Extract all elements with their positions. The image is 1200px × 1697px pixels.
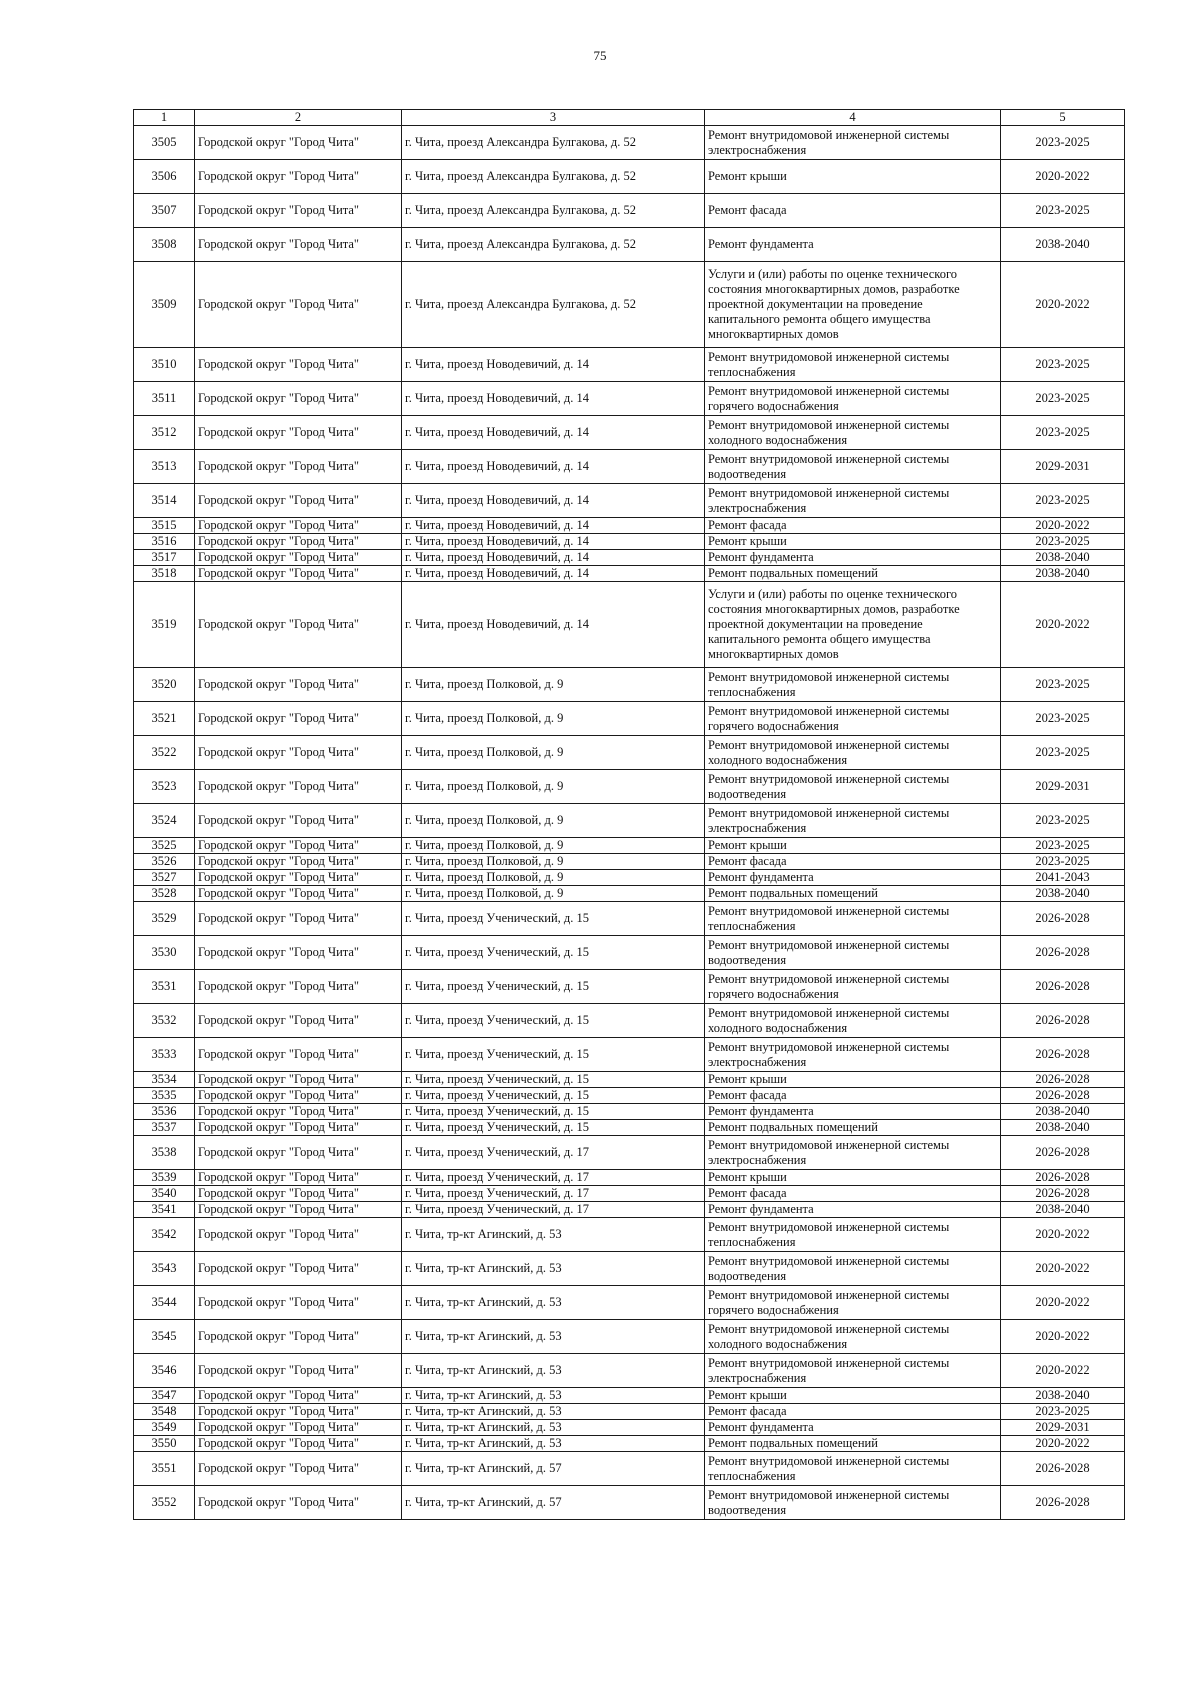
municipality-cell: Городской округ "Город Чита" bbox=[195, 1286, 402, 1320]
work-type-cell: Ремонт внутридомовой инженерной системы горячего водоснабжения bbox=[705, 702, 1001, 736]
table-row bbox=[134, 886, 1125, 902]
address-cell: г. Чита, проезд Новодевичий, д. 14 bbox=[402, 348, 705, 382]
municipality-cell: Городской округ "Город Чита" bbox=[195, 854, 402, 870]
address-cell: г. Чита, проезд Полковой, д. 9 bbox=[402, 804, 705, 838]
municipality-cell: Городской округ "Город Чита" bbox=[195, 382, 402, 416]
table-row bbox=[134, 804, 1125, 838]
page-number: 75 bbox=[593, 48, 607, 63]
row-number-cell: 3530 bbox=[134, 936, 195, 970]
address-cell: г. Чита, проезд Ученический, д. 17 bbox=[402, 1136, 705, 1170]
row-number-cell: 3513 bbox=[134, 450, 195, 484]
row-number-cell: 3539 bbox=[134, 1170, 195, 1186]
column-number-row bbox=[134, 110, 1125, 126]
period-cell: 2038-2040 bbox=[1001, 1120, 1125, 1136]
municipality-cell: Городской округ "Город Чита" bbox=[195, 582, 402, 668]
address-cell: г. Чита, проезд Полковой, д. 9 bbox=[402, 886, 705, 902]
period-cell: 2020-2022 bbox=[1001, 1354, 1125, 1388]
row-number-cell: 3528 bbox=[134, 886, 195, 902]
address-cell: г. Чита, проезд Ученический, д. 17 bbox=[402, 1202, 705, 1218]
address-cell: г. Чита, проезд Полковой, д. 9 bbox=[402, 770, 705, 804]
row-number-cell: 3508 bbox=[134, 228, 195, 262]
table-row bbox=[134, 1004, 1125, 1038]
period-cell: 2038-2040 bbox=[1001, 886, 1125, 902]
column-header-1: 1 bbox=[134, 110, 195, 126]
row-number-cell: 3549 bbox=[134, 1420, 195, 1436]
work-type-cell: Ремонт внутридомовой инженерной системы холодного водоснабжения bbox=[705, 416, 1001, 450]
work-type-cell: Ремонт подвальных помещений bbox=[705, 886, 1001, 902]
table-row bbox=[134, 416, 1125, 450]
period-cell: 2020-2022 bbox=[1001, 1286, 1125, 1320]
address-cell: г. Чита, проезд Александра Булгакова, д. 52 bbox=[402, 228, 705, 262]
period-cell: 2023-2025 bbox=[1001, 1404, 1125, 1420]
address-cell: г. Чита, проезд Ученический, д. 15 bbox=[402, 1104, 705, 1120]
row-number-cell: 3520 bbox=[134, 668, 195, 702]
municipality-cell: Городской округ "Город Чита" bbox=[195, 1186, 402, 1202]
address-cell: г. Чита, проезд Полковой, д. 9 bbox=[402, 854, 705, 870]
address-cell: г. Чита, проезд Новодевичий, д. 14 bbox=[402, 416, 705, 450]
row-number-cell: 3518 bbox=[134, 566, 195, 582]
municipality-cell: Городской округ "Город Чита" bbox=[195, 1104, 402, 1120]
work-type-cell: Ремонт фасада bbox=[705, 854, 1001, 870]
municipality-cell: Городской округ "Город Чита" bbox=[195, 886, 402, 902]
address-cell: г. Чита, проезд Новодевичий, д. 14 bbox=[402, 518, 705, 534]
table-row bbox=[134, 566, 1125, 582]
municipality-cell: Городской округ "Город Чита" bbox=[195, 534, 402, 550]
municipality-cell: Городской округ "Город Чита" bbox=[195, 160, 402, 194]
period-cell: 2038-2040 bbox=[1001, 1104, 1125, 1120]
address-cell: г. Чита, проезд Полковой, д. 9 bbox=[402, 870, 705, 886]
work-type-cell: Ремонт фасада bbox=[705, 1404, 1001, 1420]
row-number-cell: 3536 bbox=[134, 1104, 195, 1120]
table-row bbox=[134, 1186, 1125, 1202]
period-cell: 2023-2025 bbox=[1001, 382, 1125, 416]
table-row bbox=[134, 450, 1125, 484]
row-number-cell: 3516 bbox=[134, 534, 195, 550]
row-number-cell: 3529 bbox=[134, 902, 195, 936]
row-number-cell: 3524 bbox=[134, 804, 195, 838]
table-row bbox=[134, 518, 1125, 534]
work-type-cell: Ремонт внутридомовой инженерной системы водоотведения bbox=[705, 1486, 1001, 1520]
work-type-cell: Ремонт внутридомовой инженерной системы теплоснабжения bbox=[705, 902, 1001, 936]
row-number-cell: 3546 bbox=[134, 1354, 195, 1388]
address-cell: г. Чита, тр-кт Агинский, д. 53 bbox=[402, 1388, 705, 1404]
period-cell: 2023-2025 bbox=[1001, 416, 1125, 450]
address-cell: г. Чита, проезд Новодевичий, д. 14 bbox=[402, 382, 705, 416]
table-row bbox=[134, 1354, 1125, 1388]
table-row bbox=[134, 1436, 1125, 1452]
table-row bbox=[134, 1136, 1125, 1170]
row-number-cell: 3552 bbox=[134, 1486, 195, 1520]
row-number-cell: 3537 bbox=[134, 1120, 195, 1136]
municipality-cell: Городской округ "Город Чита" bbox=[195, 1170, 402, 1186]
period-cell: 2029-2031 bbox=[1001, 450, 1125, 484]
work-type-cell: Ремонт фасада bbox=[705, 1088, 1001, 1104]
work-type-cell: Ремонт крыши bbox=[705, 534, 1001, 550]
municipality-cell: Городской округ "Город Чита" bbox=[195, 348, 402, 382]
row-number-cell: 3533 bbox=[134, 1038, 195, 1072]
municipality-cell: Городской округ "Город Чита" bbox=[195, 804, 402, 838]
period-cell: 2020-2022 bbox=[1001, 1436, 1125, 1452]
municipality-cell: Городской округ "Город Чита" bbox=[195, 228, 402, 262]
work-type-cell: Ремонт подвальных помещений bbox=[705, 566, 1001, 582]
table-row bbox=[134, 1388, 1125, 1404]
municipality-cell: Городской округ "Город Чита" bbox=[195, 736, 402, 770]
row-number-cell: 3545 bbox=[134, 1320, 195, 1354]
period-cell: 2020-2022 bbox=[1001, 1320, 1125, 1354]
municipality-cell: Городской округ "Город Чита" bbox=[195, 668, 402, 702]
row-number-cell: 3543 bbox=[134, 1252, 195, 1286]
municipality-cell: Городской округ "Город Чита" bbox=[195, 1004, 402, 1038]
table-row bbox=[134, 228, 1125, 262]
work-type-cell: Ремонт внутридомовой инженерной системы теплоснабжения bbox=[705, 1218, 1001, 1252]
table-row bbox=[134, 126, 1125, 160]
period-cell: 2038-2040 bbox=[1001, 228, 1125, 262]
work-type-cell: Ремонт фундамента bbox=[705, 1104, 1001, 1120]
table-row bbox=[134, 1404, 1125, 1420]
row-number-cell: 3519 bbox=[134, 582, 195, 668]
period-cell: 2041-2043 bbox=[1001, 870, 1125, 886]
address-cell: г. Чита, проезд Новодевичий, д. 14 bbox=[402, 484, 705, 518]
municipality-cell: Городской округ "Город Чита" bbox=[195, 702, 402, 736]
work-type-cell: Ремонт подвальных помещений bbox=[705, 1436, 1001, 1452]
table-row bbox=[134, 1452, 1125, 1486]
municipality-cell: Городской округ "Город Чита" bbox=[195, 416, 402, 450]
row-number-cell: 3541 bbox=[134, 1202, 195, 1218]
work-type-cell: Ремонт внутридомовой инженерной системы электроснабжения bbox=[705, 804, 1001, 838]
table-row bbox=[134, 262, 1125, 348]
municipality-cell: Городской округ "Город Чита" bbox=[195, 484, 402, 518]
municipality-cell: Городской округ "Город Чита" bbox=[195, 262, 402, 348]
address-cell: г. Чита, тр-кт Агинский, д. 57 bbox=[402, 1452, 705, 1486]
address-cell: г. Чита, проезд Ученический, д. 15 bbox=[402, 1038, 705, 1072]
work-type-cell: Ремонт крыши bbox=[705, 1388, 1001, 1404]
municipality-cell: Городской округ "Город Чита" bbox=[195, 1388, 402, 1404]
work-type-cell: Ремонт внутридомовой инженерной системы теплоснабжения bbox=[705, 1452, 1001, 1486]
address-cell: г. Чита, проезд Александра Булгакова, д. 52 bbox=[402, 160, 705, 194]
work-type-cell: Ремонт внутридомовой инженерной системы холодного водоснабжения bbox=[705, 736, 1001, 770]
row-number-cell: 3534 bbox=[134, 1072, 195, 1088]
address-cell: г. Чита, проезд Ученический, д. 15 bbox=[402, 1120, 705, 1136]
work-type-cell: Ремонт крыши bbox=[705, 838, 1001, 854]
period-cell: 2020-2022 bbox=[1001, 262, 1125, 348]
table-row bbox=[134, 702, 1125, 736]
address-cell: г. Чита, проезд Ученический, д. 15 bbox=[402, 1088, 705, 1104]
row-number-cell: 3550 bbox=[134, 1436, 195, 1452]
table-row bbox=[134, 194, 1125, 228]
period-cell: 2023-2025 bbox=[1001, 668, 1125, 702]
period-cell: 2026-2028 bbox=[1001, 1038, 1125, 1072]
period-cell: 2023-2025 bbox=[1001, 194, 1125, 228]
address-cell: г. Чита, тр-кт Агинский, д. 53 bbox=[402, 1218, 705, 1252]
municipality-cell: Городской округ "Город Чита" bbox=[195, 1252, 402, 1286]
column-header-2: 2 bbox=[195, 110, 402, 126]
municipality-cell: Городской округ "Город Чита" bbox=[195, 1202, 402, 1218]
work-type-cell: Ремонт внутридомовой инженерной системы теплоснабжения bbox=[705, 348, 1001, 382]
row-number-cell: 3551 bbox=[134, 1452, 195, 1486]
municipality-cell: Городской округ "Город Чита" bbox=[195, 450, 402, 484]
period-cell: 2026-2028 bbox=[1001, 1186, 1125, 1202]
table-row bbox=[134, 1088, 1125, 1104]
period-cell: 2029-2031 bbox=[1001, 770, 1125, 804]
period-cell: 2026-2028 bbox=[1001, 1452, 1125, 1486]
municipality-cell: Городской округ "Город Чита" bbox=[195, 550, 402, 566]
municipality-cell: Городской округ "Город Чита" bbox=[195, 870, 402, 886]
period-cell: 2023-2025 bbox=[1001, 736, 1125, 770]
table-row bbox=[134, 582, 1125, 668]
table-row bbox=[134, 484, 1125, 518]
municipality-cell: Городской округ "Город Чита" bbox=[195, 1120, 402, 1136]
work-type-cell: Ремонт внутридомовой инженерной системы электроснабжения bbox=[705, 126, 1001, 160]
work-type-cell: Ремонт фундамента bbox=[705, 870, 1001, 886]
row-number-cell: 3522 bbox=[134, 736, 195, 770]
row-number-cell: 3547 bbox=[134, 1388, 195, 1404]
table-row bbox=[134, 936, 1125, 970]
municipality-cell: Городской округ "Город Чита" bbox=[195, 194, 402, 228]
table-row bbox=[134, 1170, 1125, 1186]
work-type-cell: Ремонт фасада bbox=[705, 518, 1001, 534]
table-row bbox=[134, 870, 1125, 886]
address-cell: г. Чита, проезд Полковой, д. 9 bbox=[402, 838, 705, 854]
period-cell: 2026-2028 bbox=[1001, 902, 1125, 936]
row-number-cell: 3521 bbox=[134, 702, 195, 736]
table-row bbox=[134, 348, 1125, 382]
address-cell: г. Чита, тр-кт Агинский, д. 53 bbox=[402, 1420, 705, 1436]
address-cell: г. Чита, проезд Новодевичий, д. 14 bbox=[402, 550, 705, 566]
work-type-cell: Ремонт внутридомовой инженерной системы холодного водоснабжения bbox=[705, 1004, 1001, 1038]
address-cell: г. Чита, проезд Новодевичий, д. 14 bbox=[402, 582, 705, 668]
period-cell: 2026-2028 bbox=[1001, 1072, 1125, 1088]
address-cell: г. Чита, проезд Александра Булгакова, д. 52 bbox=[402, 262, 705, 348]
row-number-cell: 3509 bbox=[134, 262, 195, 348]
work-type-cell: Ремонт подвальных помещений bbox=[705, 1120, 1001, 1136]
period-cell: 2023-2025 bbox=[1001, 804, 1125, 838]
row-number-cell: 3525 bbox=[134, 838, 195, 854]
work-type-cell: Ремонт внутридомовой инженерной системы горячего водоснабжения bbox=[705, 970, 1001, 1004]
table-row bbox=[134, 1104, 1125, 1120]
row-number-cell: 3514 bbox=[134, 484, 195, 518]
table-row bbox=[134, 1320, 1125, 1354]
period-cell: 2026-2028 bbox=[1001, 1170, 1125, 1186]
table-row bbox=[134, 854, 1125, 870]
address-cell: г. Чита, тр-кт Агинский, д. 57 bbox=[402, 1486, 705, 1520]
period-cell: 2038-2040 bbox=[1001, 566, 1125, 582]
table-row bbox=[134, 970, 1125, 1004]
work-type-cell: Ремонт внутридомовой инженерной системы электроснабжения bbox=[705, 1136, 1001, 1170]
table-row bbox=[134, 1252, 1125, 1286]
work-type-cell: Ремонт внутридомовой инженерной системы водоотведения bbox=[705, 770, 1001, 804]
table-row bbox=[134, 534, 1125, 550]
row-number-cell: 3505 bbox=[134, 126, 195, 160]
period-cell: 2026-2028 bbox=[1001, 1486, 1125, 1520]
table-row bbox=[134, 1038, 1125, 1072]
repair-schedule-table bbox=[133, 109, 1125, 1520]
table-body bbox=[134, 126, 1125, 1520]
table-row bbox=[134, 382, 1125, 416]
address-cell: г. Чита, проезд Новодевичий, д. 14 bbox=[402, 450, 705, 484]
table-row bbox=[134, 1486, 1125, 1520]
table-row bbox=[134, 770, 1125, 804]
address-cell: г. Чита, проезд Новодевичий, д. 14 bbox=[402, 566, 705, 582]
row-number-cell: 3506 bbox=[134, 160, 195, 194]
period-cell: 2020-2022 bbox=[1001, 1218, 1125, 1252]
work-type-cell: Ремонт внутридомовой инженерной системы электроснабжения bbox=[705, 1038, 1001, 1072]
period-cell: 2020-2022 bbox=[1001, 160, 1125, 194]
row-number-cell: 3512 bbox=[134, 416, 195, 450]
address-cell: г. Чита, тр-кт Агинский, д. 53 bbox=[402, 1252, 705, 1286]
period-cell: 2026-2028 bbox=[1001, 1088, 1125, 1104]
address-cell: г. Чита, проезд Александра Булгакова, д. 52 bbox=[402, 194, 705, 228]
address-cell: г. Чита, проезд Ученический, д. 15 bbox=[402, 1004, 705, 1038]
table-row bbox=[134, 902, 1125, 936]
address-cell: г. Чита, проезд Ученический, д. 15 bbox=[402, 902, 705, 936]
row-number-cell: 3523 bbox=[134, 770, 195, 804]
address-cell: г. Чита, тр-кт Агинский, д. 53 bbox=[402, 1354, 705, 1388]
row-number-cell: 3548 bbox=[134, 1404, 195, 1420]
period-cell: 2026-2028 bbox=[1001, 970, 1125, 1004]
work-type-cell: Ремонт внутридомовой инженерной системы холодного водоснабжения bbox=[705, 1320, 1001, 1354]
work-type-cell: Ремонт крыши bbox=[705, 160, 1001, 194]
column-header-3: 3 bbox=[402, 110, 705, 126]
work-type-cell: Ремонт внутридомовой инженерной системы теплоснабжения bbox=[705, 668, 1001, 702]
municipality-cell: Городской округ "Город Чита" bbox=[195, 936, 402, 970]
address-cell: г. Чита, проезд Ученический, д. 15 bbox=[402, 970, 705, 1004]
work-type-cell: Ремонт фундамента bbox=[705, 228, 1001, 262]
row-number-cell: 3540 bbox=[134, 1186, 195, 1202]
address-cell: г. Чита, проезд Ученический, д. 15 bbox=[402, 1072, 705, 1088]
municipality-cell: Городской округ "Город Чита" bbox=[195, 902, 402, 936]
row-number-cell: 3532 bbox=[134, 1004, 195, 1038]
period-cell: 2038-2040 bbox=[1001, 1202, 1125, 1218]
period-cell: 2020-2022 bbox=[1001, 1252, 1125, 1286]
table-row bbox=[134, 1120, 1125, 1136]
period-cell: 2026-2028 bbox=[1001, 1004, 1125, 1038]
municipality-cell: Городской округ "Город Чита" bbox=[195, 1452, 402, 1486]
row-number-cell: 3526 bbox=[134, 854, 195, 870]
address-cell: г. Чита, проезд Полковой, д. 9 bbox=[402, 702, 705, 736]
row-number-cell: 3538 bbox=[134, 1136, 195, 1170]
municipality-cell: Городской округ "Город Чита" bbox=[195, 1038, 402, 1072]
table-row bbox=[134, 1218, 1125, 1252]
period-cell: 2023-2025 bbox=[1001, 534, 1125, 550]
table-row bbox=[134, 838, 1125, 854]
table-row bbox=[134, 1420, 1125, 1436]
period-cell: 2023-2025 bbox=[1001, 126, 1125, 160]
work-type-cell: Ремонт фундамента bbox=[705, 550, 1001, 566]
address-cell: г. Чита, проезд Ученический, д. 17 bbox=[402, 1170, 705, 1186]
address-cell: г. Чита, проезд Александра Булгакова, д. 52 bbox=[402, 126, 705, 160]
work-type-cell: Ремонт фундамента bbox=[705, 1420, 1001, 1436]
address-cell: г. Чита, тр-кт Агинский, д. 53 bbox=[402, 1286, 705, 1320]
work-type-cell: Ремонт фасада bbox=[705, 194, 1001, 228]
municipality-cell: Городской округ "Город Чита" bbox=[195, 1354, 402, 1388]
row-number-cell: 3535 bbox=[134, 1088, 195, 1104]
column-header-4: 4 bbox=[705, 110, 1001, 126]
address-cell: г. Чита, тр-кт Агинский, д. 53 bbox=[402, 1320, 705, 1354]
address-cell: г. Чита, проезд Полковой, д. 9 bbox=[402, 668, 705, 702]
municipality-cell: Городской округ "Город Чита" bbox=[195, 126, 402, 160]
municipality-cell: Городской округ "Город Чита" bbox=[195, 566, 402, 582]
period-cell: 2023-2025 bbox=[1001, 484, 1125, 518]
table-row bbox=[134, 668, 1125, 702]
column-header-5: 5 bbox=[1001, 110, 1125, 126]
table-row bbox=[134, 1072, 1125, 1088]
municipality-cell: Городской округ "Город Чита" bbox=[195, 970, 402, 1004]
municipality-cell: Городской округ "Город Чита" bbox=[195, 1218, 402, 1252]
work-type-cell: Услуги и (или) работы по оценке технического состояния многоквартирных домов, разработке проектной документации на проведение капитального ремонта общего имущества многоквартирных домов bbox=[705, 582, 1001, 668]
period-cell: 2020-2022 bbox=[1001, 582, 1125, 668]
work-type-cell: Ремонт фундамента bbox=[705, 1202, 1001, 1218]
address-cell: г. Чита, проезд Ученический, д. 17 bbox=[402, 1186, 705, 1202]
work-type-cell: Ремонт внутридомовой инженерной системы водоотведения bbox=[705, 450, 1001, 484]
municipality-cell: Городской округ "Город Чита" bbox=[195, 770, 402, 804]
work-type-cell: Ремонт внутридомовой инженерной системы водоотведения bbox=[705, 1252, 1001, 1286]
row-number-cell: 3510 bbox=[134, 348, 195, 382]
row-number-cell: 3542 bbox=[134, 1218, 195, 1252]
table-row bbox=[134, 736, 1125, 770]
period-cell: 2038-2040 bbox=[1001, 1388, 1125, 1404]
municipality-cell: Городской округ "Город Чита" bbox=[195, 1420, 402, 1436]
municipality-cell: Городской округ "Город Чита" bbox=[195, 1088, 402, 1104]
row-number-cell: 3517 bbox=[134, 550, 195, 566]
municipality-cell: Городской округ "Город Чита" bbox=[195, 1072, 402, 1088]
row-number-cell: 3531 bbox=[134, 970, 195, 1004]
work-type-cell: Ремонт внутридомовой инженерной системы электроснабжения bbox=[705, 484, 1001, 518]
table-row bbox=[134, 1286, 1125, 1320]
period-cell: 2026-2028 bbox=[1001, 936, 1125, 970]
work-type-cell: Ремонт внутридомовой инженерной системы водоотведения bbox=[705, 936, 1001, 970]
table-row bbox=[134, 550, 1125, 566]
work-type-cell: Ремонт фасада bbox=[705, 1186, 1001, 1202]
municipality-cell: Городской округ "Город Чита" bbox=[195, 1486, 402, 1520]
period-cell: 2023-2025 bbox=[1001, 702, 1125, 736]
municipality-cell: Городской округ "Город Чита" bbox=[195, 1404, 402, 1420]
municipality-cell: Городской округ "Город Чита" bbox=[195, 1436, 402, 1452]
work-type-cell: Ремонт крыши bbox=[705, 1170, 1001, 1186]
table-row bbox=[134, 160, 1125, 194]
work-type-cell: Ремонт внутридомовой инженерной системы горячего водоснабжения bbox=[705, 1286, 1001, 1320]
municipality-cell: Городской округ "Город Чита" bbox=[195, 518, 402, 534]
period-cell: 2023-2025 bbox=[1001, 838, 1125, 854]
row-number-cell: 3527 bbox=[134, 870, 195, 886]
period-cell: 2038-2040 bbox=[1001, 550, 1125, 566]
address-cell: г. Чита, проезд Новодевичий, д. 14 bbox=[402, 534, 705, 550]
municipality-cell: Городской округ "Город Чита" bbox=[195, 838, 402, 854]
municipality-cell: Городской округ "Город Чита" bbox=[195, 1136, 402, 1170]
row-number-cell: 3507 bbox=[134, 194, 195, 228]
municipality-cell: Городской округ "Город Чита" bbox=[195, 1320, 402, 1354]
row-number-cell: 3511 bbox=[134, 382, 195, 416]
period-cell: 2026-2028 bbox=[1001, 1136, 1125, 1170]
address-cell: г. Чита, тр-кт Агинский, д. 53 bbox=[402, 1436, 705, 1452]
address-cell: г. Чита, тр-кт Агинский, д. 53 bbox=[402, 1404, 705, 1420]
period-cell: 2023-2025 bbox=[1001, 348, 1125, 382]
period-cell: 2023-2025 bbox=[1001, 854, 1125, 870]
work-type-cell: Ремонт крыши bbox=[705, 1072, 1001, 1088]
address-cell: г. Чита, проезд Полковой, д. 9 bbox=[402, 736, 705, 770]
row-number-cell: 3515 bbox=[134, 518, 195, 534]
table-header bbox=[134, 110, 1125, 126]
table-row bbox=[134, 1202, 1125, 1218]
row-number-cell: 3544 bbox=[134, 1286, 195, 1320]
work-type-cell: Ремонт внутридомовой инженерной системы горячего водоснабжения bbox=[705, 382, 1001, 416]
work-type-cell: Ремонт внутридомовой инженерной системы электроснабжения bbox=[705, 1354, 1001, 1388]
address-cell: г. Чита, проезд Ученический, д. 15 bbox=[402, 936, 705, 970]
work-type-cell: Услуги и (или) работы по оценке технического состояния многоквартирных домов, разработке проектной документации на проведение капитального ремонта общего имущества многоквартирных домов bbox=[705, 262, 1001, 348]
period-cell: 2029-2031 bbox=[1001, 1420, 1125, 1436]
period-cell: 2020-2022 bbox=[1001, 518, 1125, 534]
